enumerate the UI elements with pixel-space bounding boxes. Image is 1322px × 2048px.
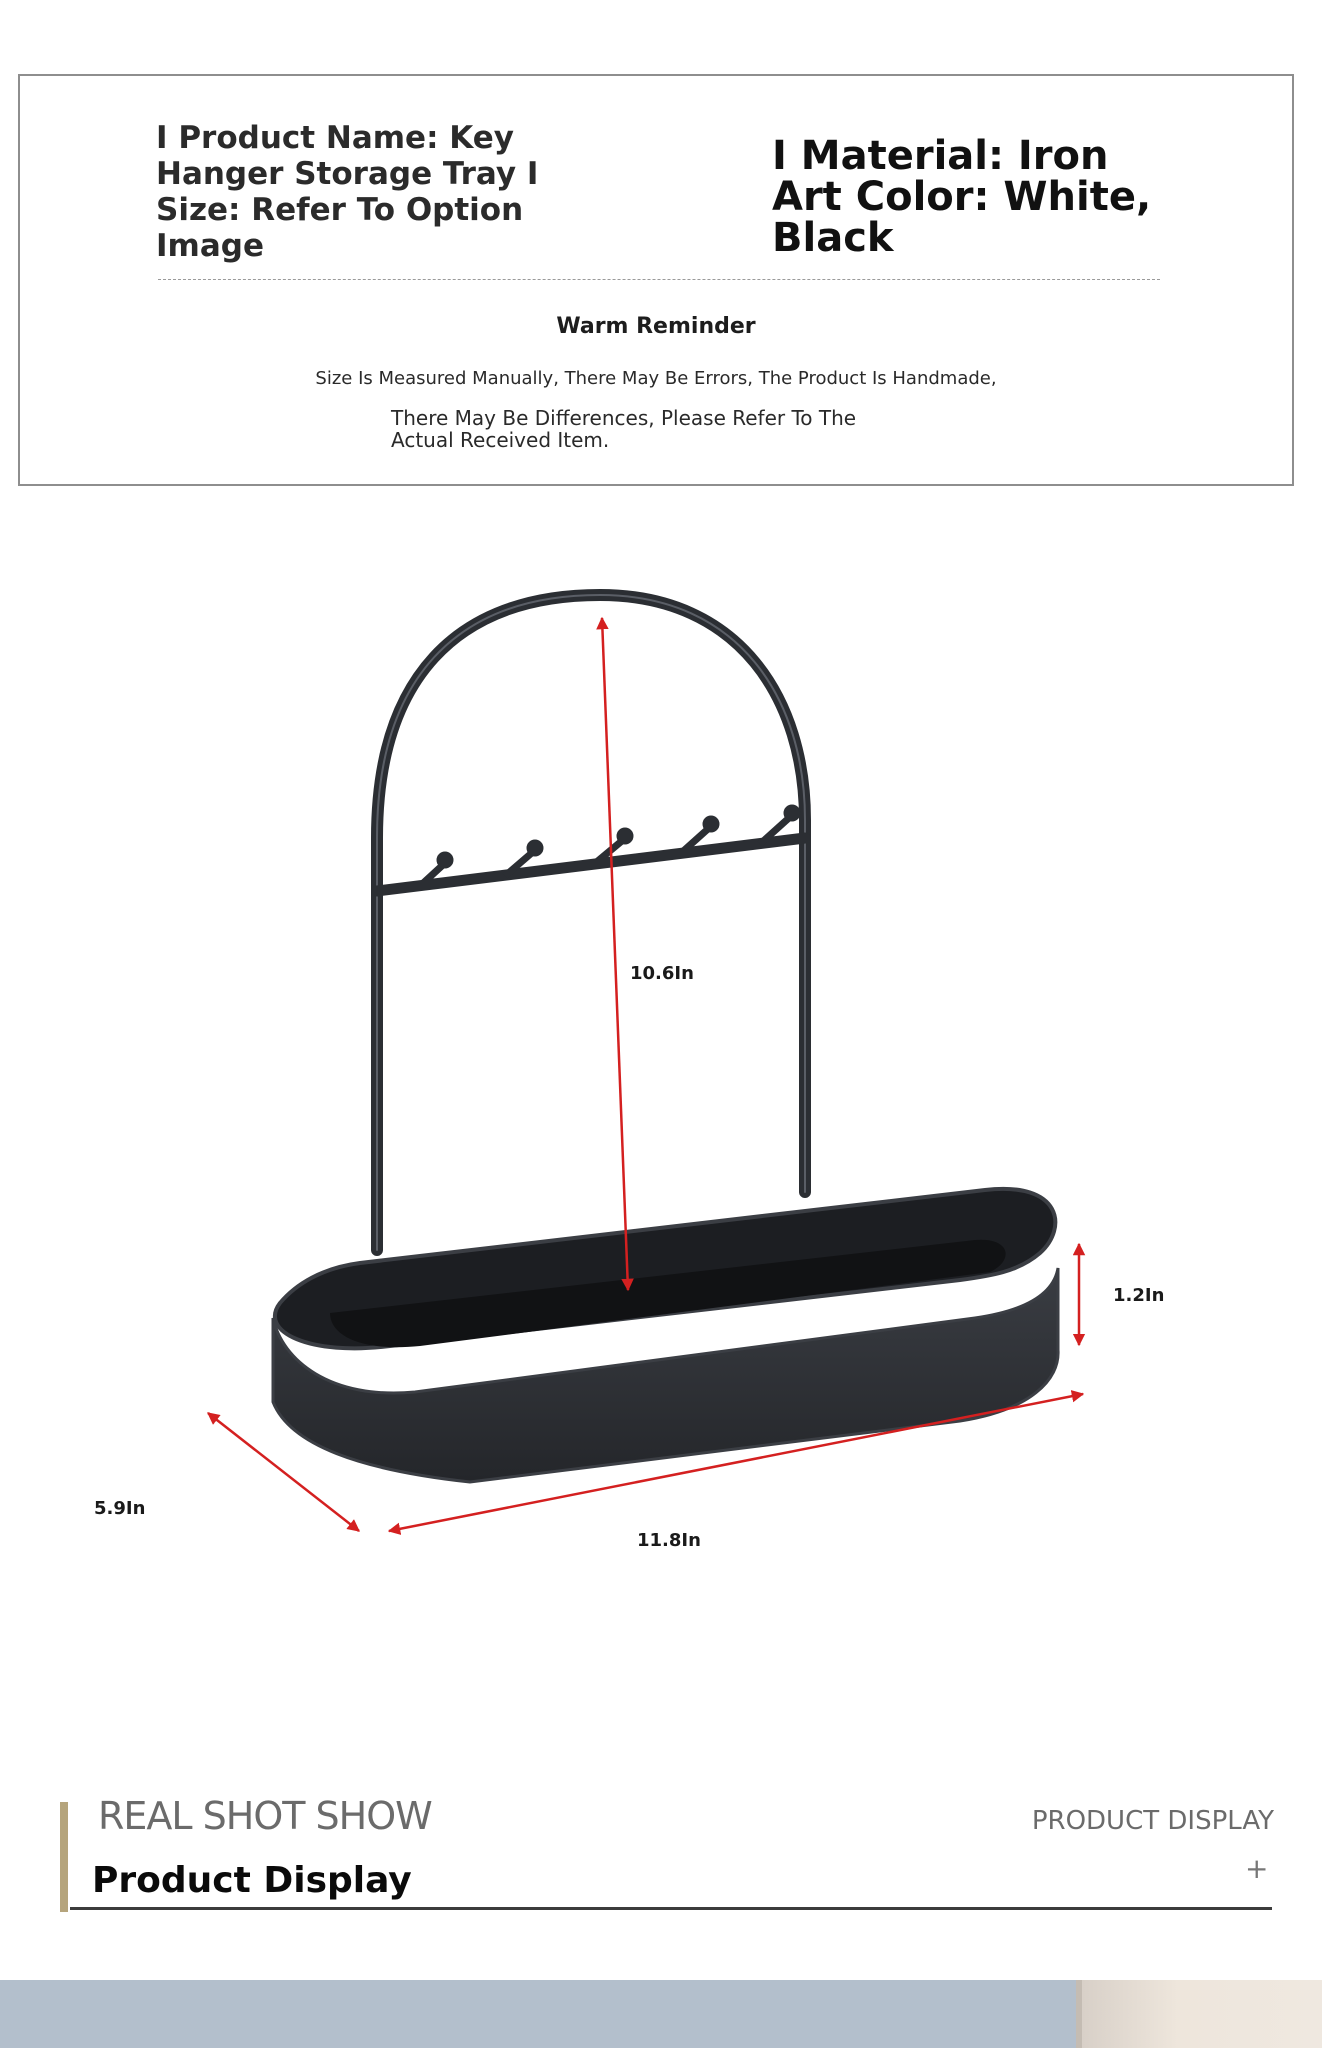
- warm-reminder-title: Warm Reminder: [556, 314, 756, 339]
- material-color-text: I Material: Iron Art Color: White, Black: [772, 133, 1152, 261]
- dashed-divider: [158, 279, 1160, 280]
- product-name-text: I Product Name: Key Hanger Storage Tray I Size: Refer To Option Image: [156, 120, 539, 264]
- arch-frame: [377, 595, 805, 1250]
- depth-label: 5.9In: [94, 1498, 146, 1519]
- warm-reminder-line-2: There May Be Differences, Please Refer To The Actual Received Item.: [391, 406, 857, 452]
- product-dimension-diagram: [0, 520, 1322, 1620]
- real-shot-section-header: [0, 1780, 1322, 1920]
- height-label: 10.6In: [630, 963, 694, 984]
- tray-height-label: 1.2In: [1113, 1285, 1165, 1306]
- warm-reminder-line-1: Size Is Measured Manually, There May Be Errors, The Product Is Handmade,: [315, 368, 997, 389]
- height-arrow: [602, 618, 628, 1290]
- product-photo-preview: [0, 1980, 1322, 2048]
- product-display-title: Product Display: [92, 1860, 412, 1901]
- door-panel: [1082, 1980, 1322, 2048]
- length-label: 11.8In: [637, 1530, 701, 1551]
- accent-bar: [60, 1802, 68, 1912]
- plus-icon: +: [1245, 1852, 1269, 1885]
- product-display-caption: PRODUCT DISPLAY: [1031, 1806, 1274, 1836]
- real-shot-show-heading: REAL SHOT SHOW: [98, 1794, 432, 1838]
- product-info-box: [18, 74, 1294, 486]
- key-hanger-tray-illustration: [273, 595, 1058, 1482]
- section-underline: [70, 1907, 1272, 1910]
